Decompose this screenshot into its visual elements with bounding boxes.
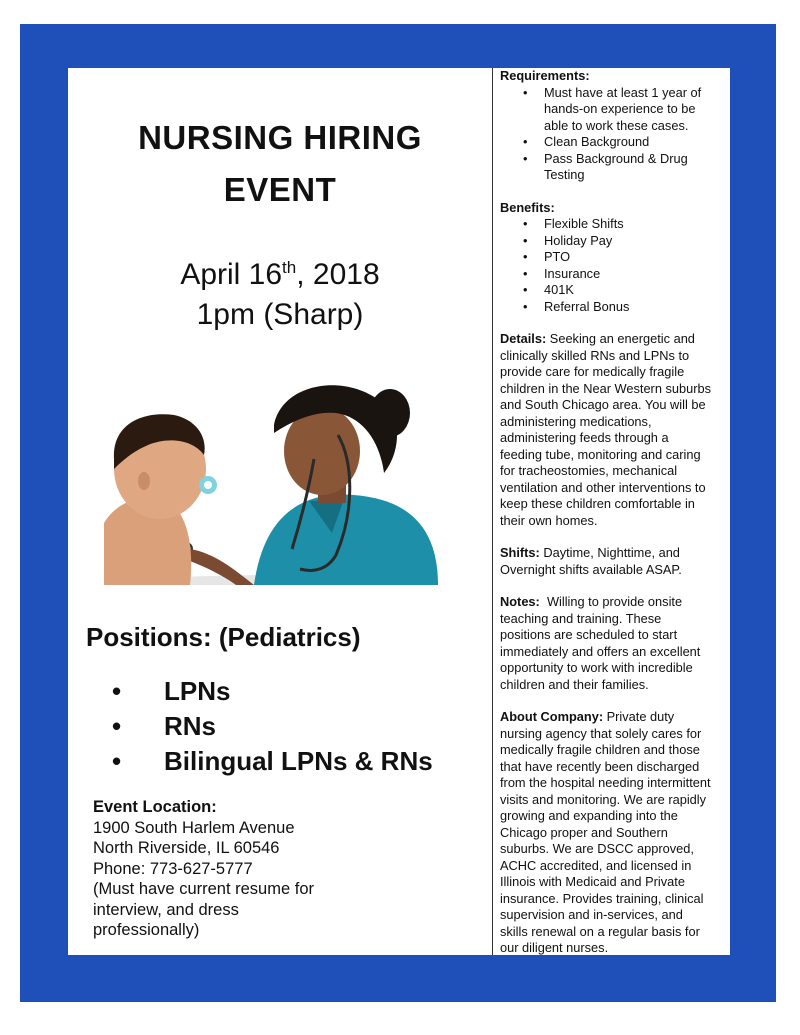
benefit-item: • PTO: [523, 249, 571, 264]
location-line: 1900 South Harlem Avenue: [93, 818, 295, 837]
right-column: [500, 68, 728, 957]
event-date-year: , 2018: [296, 258, 380, 291]
shifts-paragraph: Shifts: Daytime, Nighttime, and Overnight shifts available ASAP.: [500, 545, 682, 577]
location-line: (Must have current resume for: [93, 880, 314, 898]
bullet-icon: •: [523, 216, 528, 231]
benefits-list: [500, 216, 728, 315]
benefit-item: • Insurance: [523, 265, 601, 281]
bullet-icon: •: [112, 746, 122, 776]
details-label: Details:: [500, 331, 547, 346]
event-date-month-day: April 16: [180, 258, 283, 291]
event-time: 1pm (Sharp): [196, 298, 364, 331]
location-line: professionally): [93, 921, 200, 939]
requirements-list: [500, 85, 728, 184]
requirement-item: • Must have at least 1 year of hands-on experience to be able to work these cases.: [523, 84, 702, 133]
about-company-paragraph: About Company: Private duty nursing agency that solely cares for medically fragile children and those that have recently been discharged from the hospital needing intermittent visits and monitoring. We are rapidly growing and expanding into the Chicago proper and Southern suburbs. We are DSCC approved, ACHC accredited, and licensed in Illinois with Medicaid and Private insurance. Provides training, clinical supervision and in-services, and skills renewal on a regular basis for our diligent nurses.: [500, 709, 711, 955]
event-date: [68, 255, 492, 295]
requirement-item: • Clean Background: [523, 134, 650, 149]
position-label: Bilingual LPNs & RNs: [164, 746, 433, 776]
shifts-label: Shifts:: [500, 545, 540, 560]
benefit-item: • 401K: [523, 282, 574, 297]
benefit-item: • Referral Bonus: [523, 298, 630, 314]
positions-heading: Positions: (Pediatrics): [86, 622, 361, 652]
bullet-icon: •: [112, 711, 122, 741]
bullet-icon: •: [112, 676, 122, 706]
position-label: LPNs: [164, 676, 231, 706]
column-divider: [492, 68, 493, 955]
bullet-icon: •: [523, 134, 528, 149]
bullet-icon: •: [523, 298, 528, 314]
notes-paragraph: Notes: Willing to provide onsite teaching and training. These positions are scheduled to start immediately and offers an excellent opportunity to work with incredible children and their families.: [500, 594, 701, 692]
requirements-heading: Requirements:: [500, 68, 590, 83]
details-paragraph: Details: Seeking an energetic and clinically skilled RNs and LPNs to provide care for medically fragile children in the Near Western suburbs and South Chicago area. You will be administering medications, administering feeds through a feeding tube, monitoring and caring for tracheostomies, mechanical ventilation and other interventions to keep these children comfortable in their own homes.: [500, 331, 712, 528]
position-label: RNs: [164, 711, 217, 741]
bullet-icon: •: [523, 265, 528, 281]
location-line: North Riverside, IL 60546: [93, 839, 280, 857]
about-company-label: About Company:: [500, 709, 604, 724]
requirement-item: • Pass Background & Drug Testing: [523, 150, 688, 182]
phone-line: Phone: 773-627-5777: [93, 859, 253, 878]
positions-list: [112, 674, 433, 779]
bullet-icon: •: [523, 282, 528, 297]
event-title: [68, 112, 492, 216]
event-date-block: [68, 255, 492, 335]
benefit-item: • Flexible Shifts: [523, 216, 624, 231]
title-line-2: EVENT: [223, 171, 337, 208]
nurse-with-child-photo: [104, 373, 438, 585]
benefits-heading: Benefits:: [500, 199, 555, 215]
position-item: [112, 744, 433, 779]
bullet-icon: •: [523, 249, 528, 264]
benefit-item: • Holiday Pay: [523, 232, 613, 248]
event-date-suffix: th: [282, 258, 297, 277]
location-heading: Event Location:: [93, 798, 217, 816]
bullet-icon: •: [523, 150, 528, 166]
location-line: interview, and dress: [93, 900, 239, 919]
event-location: [93, 797, 488, 941]
title-line-1: NURSING HIRING: [138, 119, 422, 156]
position-item: [112, 674, 433, 709]
position-item: [112, 709, 433, 744]
bullet-icon: •: [523, 232, 528, 248]
bullet-icon: •: [523, 84, 528, 100]
notes-label: Notes:: [500, 594, 540, 609]
